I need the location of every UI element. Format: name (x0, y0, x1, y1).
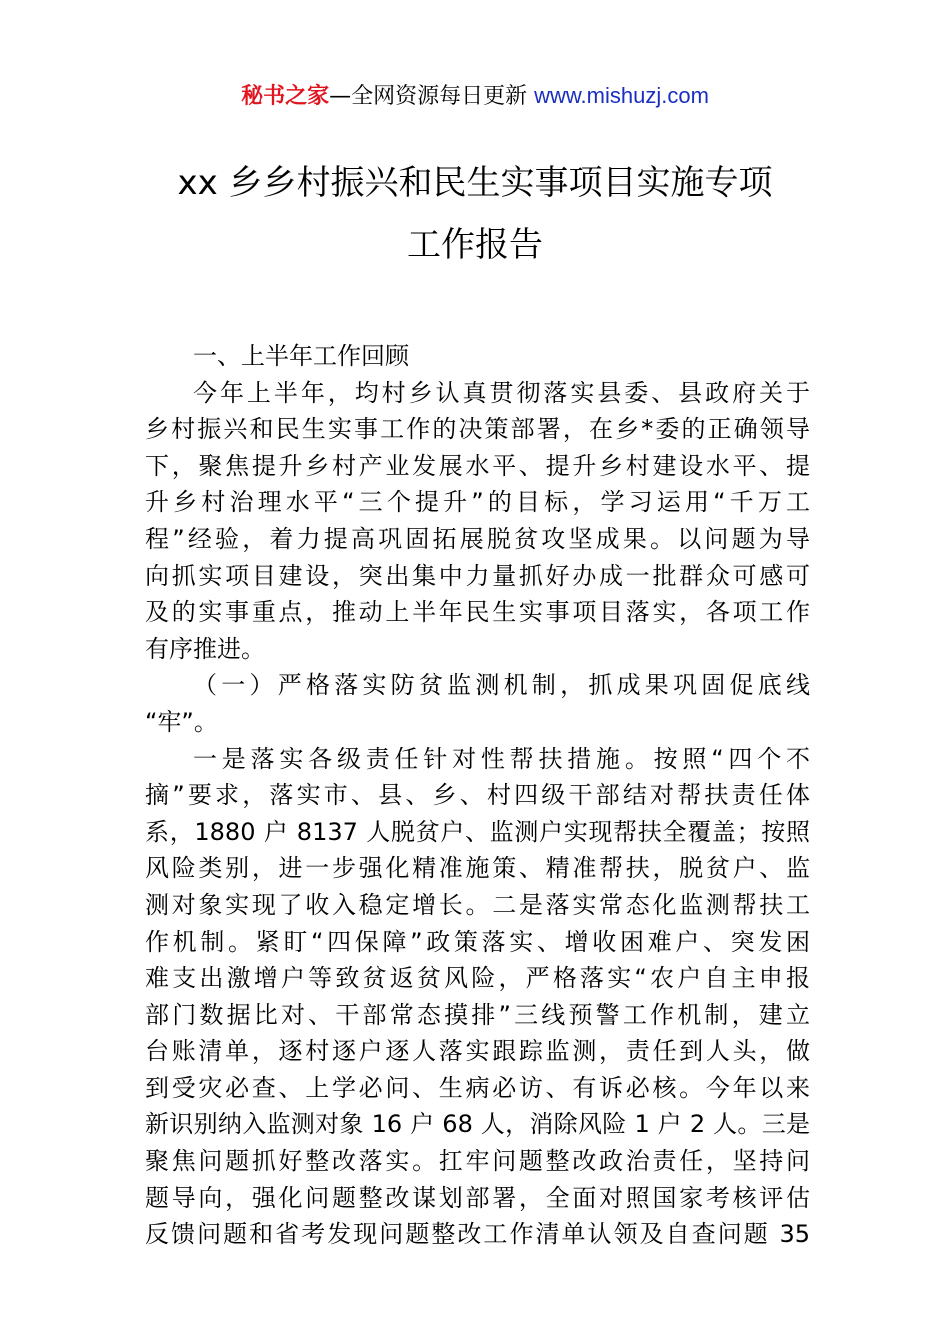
document-body (145, 338, 810, 1253)
body-line: 作机制。紧盯“四保障”政策落实、增收困难户、突发困 (145, 927, 810, 956)
body-line: 有序推进。 (145, 634, 265, 663)
body-line: 部门数据比对、干部常态摸排”三线预警工作机制，建立 (145, 1000, 810, 1029)
site-slogan: —全网资源每日更新 (329, 84, 535, 109)
site-url-link[interactable]: www.mishuzj.com (534, 83, 709, 108)
body-line: 一是落实各级责任针对性帮扶措施。按照“四个不 (193, 744, 810, 773)
document-title-line-1: xx 乡乡村振兴和民生实事项目实施专项 (177, 163, 773, 203)
body-line: 到受灾必查、上学必问、生病必访、有诉必核。今年以来 (145, 1073, 810, 1102)
body-line: 台账清单，逐村逐户逐人落实跟踪监测，责任到人头，做 (145, 1037, 810, 1066)
body-line: 程”经验，着力提高巩固拓展脱贫攻坚成果。以问题为导 (145, 524, 810, 553)
body-line: 测对象实现了收入稳定增长。二是落实常态化监测帮扶工 (145, 890, 810, 919)
subsection-heading-continued: “牢”。 (145, 707, 218, 736)
body-line: 向抓实项目建设，突出集中力量抓好办成一批群众可感可 (145, 561, 810, 590)
document-title-line-2: 工作报告 (407, 225, 543, 265)
body-line: 难支出激增户等致贫返贫风险，严格落实“农户自主申报 (145, 964, 810, 993)
body-line: 系，1880 户 8137 人脱贫户、监测户实现帮扶全覆盖；按照 (145, 817, 810, 846)
body-line: 摘”要求，落实市、县、乡、村四级干部结对帮扶责任体 (145, 781, 810, 810)
section-heading: 一、上半年工作回顾 (193, 342, 409, 370)
body-line: 聚焦问题抓好整改落实。扛牢问题整改政治责任，坚持问 (145, 1147, 810, 1176)
document-title (0, 152, 950, 276)
site-brand: 秘书之家 (241, 84, 330, 109)
body-line: 风险类别，进一步强化精准施策、精准帮扶，脱贫户、监 (145, 854, 810, 883)
body-line: 题导向，强化问题整改谋划部署，全面对照国家考核评估 (145, 1183, 810, 1212)
body-line: 下，聚焦提升乡村产业发展水平、提升乡村建设水平、提 (145, 451, 810, 480)
body-line: 乡村振兴和民生实事工作的决策部署，在乡*委的正确领导 (145, 415, 810, 444)
body-line: 新识别纳入监测对象 16 户 68 人，消除风险 1 户 2 人。三是 (145, 1110, 810, 1139)
body-line: 反馈问题和省考发现问题整改工作清单认领及自查问题 35 (145, 1220, 810, 1249)
body-line: 升乡村治理水平“三个提升”的目标，学习运用“千万工 (145, 488, 810, 517)
subsection-heading: （一）严格落实防贫监测机制，抓成果巩固促底线 (193, 671, 810, 700)
site-header (0, 80, 950, 113)
body-line: 今年上半年，均村乡认真贯彻落实县委、县政府关于 (193, 378, 810, 407)
body-line: 及的实事重点，推动上半年民生实事项目落实，各项工作 (145, 598, 810, 627)
